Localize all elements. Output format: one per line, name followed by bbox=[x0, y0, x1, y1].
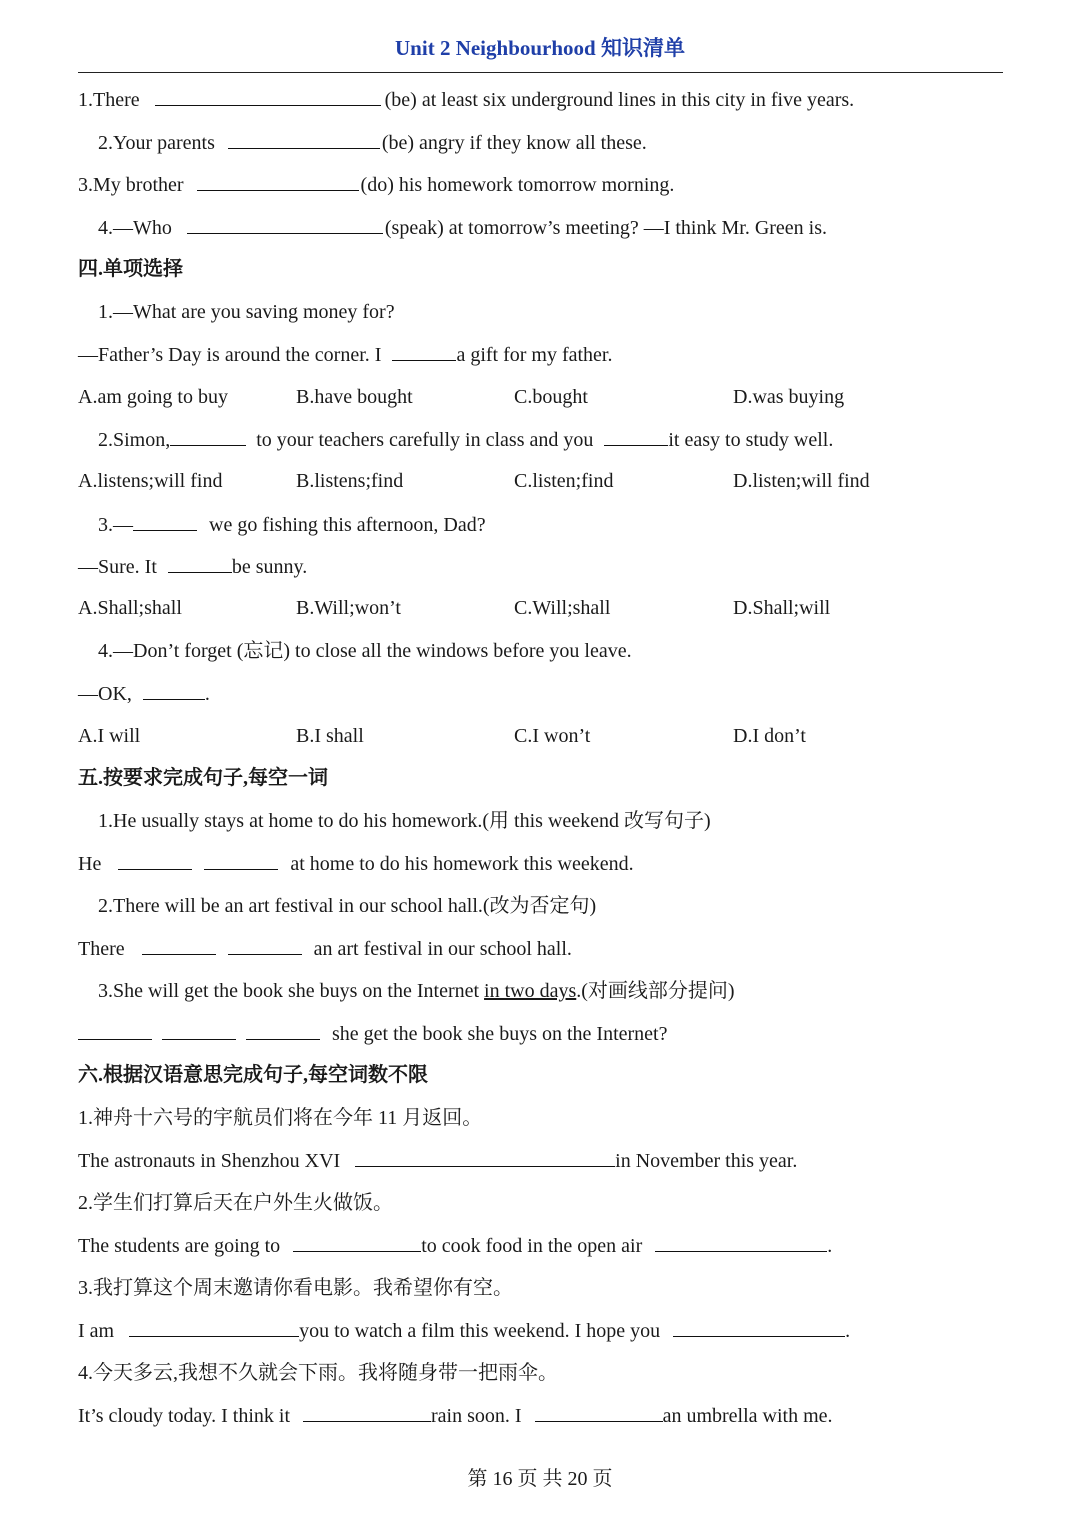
s6-q2-text-c: . bbox=[827, 1235, 833, 1257]
s5-q2-text-b: an art festival in our school hall. bbox=[313, 938, 572, 960]
s4-q1-text-b: a gift for my father. bbox=[456, 344, 613, 366]
s5-q3-blank-3[interactable] bbox=[246, 1021, 320, 1040]
s5-q1-text-b: at home to do his homework this weekend. bbox=[290, 853, 634, 875]
s6-q4-text-b: rain soon. I bbox=[431, 1405, 522, 1427]
s4-q4-text-a: —OK, bbox=[78, 683, 132, 705]
s4-q3-line2 bbox=[78, 554, 307, 579]
s6-q1-blank[interactable] bbox=[355, 1148, 615, 1167]
s6-q4-answer bbox=[78, 1403, 833, 1428]
page-number-footer: 第 16 页 共 20 页 bbox=[467, 1468, 613, 1490]
s6-q3-chinese: 3.我打算这个周末邀请你看电影。我希望你有空。 bbox=[78, 1277, 513, 1299]
s6-q1-text-b: in November this year. bbox=[615, 1150, 798, 1172]
s3-q3-text-a: 3.My brother bbox=[78, 174, 184, 196]
s4-q2-text-a: 2.Simon, bbox=[98, 429, 171, 451]
s5-q1-text-a: He bbox=[78, 853, 102, 875]
s4-q1-stem: 1.—What are you saving money for? bbox=[98, 301, 395, 323]
s6-q2-text-b: to cook food in the open air bbox=[421, 1235, 643, 1257]
s3-q4-text-a: 4.—Who bbox=[98, 217, 172, 239]
s3-q1-text-a: 1.There bbox=[78, 89, 140, 111]
s5-q3-answer bbox=[78, 1021, 667, 1046]
s4-q4-stem: 4.—Don’t forget (忘记) to close all the windows before you leave. bbox=[98, 640, 632, 662]
s4-q3-text-d: be sunny. bbox=[231, 556, 308, 578]
s4-q2-option-a[interactable]: A.listens;will find bbox=[78, 470, 223, 492]
s3-q2 bbox=[98, 130, 647, 155]
s4-q2-text-c: it easy to study well. bbox=[668, 429, 834, 451]
s6-q3-text-a: I am bbox=[78, 1320, 115, 1342]
s4-q1-text-a: —Father’s Day is around the corner. I bbox=[78, 344, 382, 366]
s5-q3-stem bbox=[98, 979, 735, 1003]
s4-q3-text-b: we go fishing this afternoon, Dad? bbox=[209, 514, 486, 536]
s5-q2-answer bbox=[78, 936, 572, 961]
s5-q3-text-b: .(对画线部分提问) bbox=[576, 980, 735, 1002]
s3-q2-text-b: (be) angry if they know all these. bbox=[381, 132, 647, 154]
s5-q2-text-a: There bbox=[78, 938, 125, 960]
s4-q1-option-a[interactable]: A.am going to buy bbox=[78, 386, 228, 408]
s4-q2-blank-2[interactable] bbox=[604, 427, 668, 446]
s3-q1 bbox=[78, 87, 854, 112]
s6-q2-blank-1[interactable] bbox=[293, 1233, 421, 1252]
s6-q4-chinese: 4.今天多云,我想不久就会下雨。我将随身带一把雨伞。 bbox=[78, 1362, 558, 1384]
s5-q1-answer bbox=[78, 851, 634, 876]
s4-q3-blank-2[interactable] bbox=[168, 554, 232, 573]
s3-q4-blank[interactable] bbox=[187, 215, 383, 234]
s4-q4-line2 bbox=[78, 681, 210, 706]
s4-q3-option-c[interactable]: C.Will;shall bbox=[514, 597, 611, 619]
s4-q1-line2 bbox=[78, 342, 613, 367]
section-5-title: 五.按要求完成句子,每空一词 bbox=[78, 767, 328, 789]
s4-q4-option-b[interactable]: B.I shall bbox=[296, 725, 364, 747]
s4-q2-option-b[interactable]: B.listens;find bbox=[296, 470, 404, 492]
s4-q1-option-b[interactable]: B.have bought bbox=[296, 386, 413, 408]
s5-q3-text-a: 3.She will get the book she buys on the Internet bbox=[98, 980, 485, 1002]
s5-q2-blank-2[interactable] bbox=[228, 936, 302, 955]
s4-q2-text-b: to your teachers carefully in class and you bbox=[256, 429, 594, 451]
s6-q2-blank-2[interactable] bbox=[655, 1233, 827, 1252]
s4-q4-text-b: . bbox=[204, 683, 210, 705]
s6-q4-blank-2[interactable] bbox=[535, 1403, 663, 1422]
s5-q3-underlined-text: in two days bbox=[484, 980, 577, 1002]
s3-q4 bbox=[98, 215, 827, 240]
s3-q3 bbox=[78, 172, 674, 197]
s4-q4-blank[interactable] bbox=[143, 681, 205, 700]
s6-q3-answer bbox=[78, 1318, 850, 1343]
s5-q1-blank-1[interactable] bbox=[118, 851, 192, 870]
s6-q3-text-b: you to watch a film this weekend. I hope you bbox=[299, 1320, 661, 1342]
s4-q3-option-b[interactable]: B.Will;won’t bbox=[296, 597, 401, 619]
s6-q4-text-c: an umbrella with me. bbox=[662, 1405, 833, 1427]
s6-q1-chinese: 1.神舟十六号的宇航员们将在今年 11 月返回。 bbox=[78, 1107, 483, 1129]
s6-q3-text-c: . bbox=[845, 1320, 851, 1342]
header-divider bbox=[78, 72, 1003, 73]
s6-q2-chinese: 2.学生们打算后天在户外生火做饭。 bbox=[78, 1192, 393, 1214]
page-header-title: Unit 2 Neighbourhood 知识清单 bbox=[395, 36, 685, 60]
s4-q3-option-a[interactable]: A.Shall;shall bbox=[78, 597, 182, 619]
s4-q4-option-c[interactable]: C.I won’t bbox=[514, 725, 591, 747]
s5-q2-stem: 2.There will be an art festival in our school hall.(改为否定句) bbox=[98, 895, 597, 917]
s5-q3-blank-1[interactable] bbox=[78, 1021, 152, 1040]
s5-q1-stem: 1.He usually stays at home to do his homework.(用 this weekend 改写句子) bbox=[98, 810, 711, 832]
s4-q2-option-c[interactable]: C.listen;find bbox=[514, 470, 614, 492]
s4-q3-text-c: —Sure. It bbox=[78, 556, 157, 578]
s5-q3-blank-2[interactable] bbox=[162, 1021, 236, 1040]
section-6-title: 六.根据汉语意思完成句子,每空词数不限 bbox=[78, 1064, 428, 1086]
s6-q4-blank-1[interactable] bbox=[303, 1403, 431, 1422]
s4-q2-stem bbox=[98, 427, 833, 452]
s4-q4-option-d[interactable]: D.I don’t bbox=[733, 725, 806, 747]
section-4-title: 四.单项选择 bbox=[78, 258, 183, 280]
s5-q3-text-c: she get the book she buys on the Internet? bbox=[332, 1023, 668, 1045]
s3-q1-text-b: (be) at least six underground lines in this city in five years. bbox=[384, 89, 855, 111]
s4-q3-text-a: 3.— bbox=[98, 514, 133, 536]
s3-q2-text-a: 2.Your parents bbox=[98, 132, 215, 154]
s4-q3-blank-1[interactable] bbox=[133, 512, 197, 531]
s3-q3-blank[interactable] bbox=[197, 172, 359, 191]
s6-q3-blank-1[interactable] bbox=[129, 1318, 299, 1337]
s6-q2-text-a: The students are going to bbox=[78, 1235, 281, 1257]
s5-q1-blank-2[interactable] bbox=[204, 851, 278, 870]
s4-q3-option-d[interactable]: D.Shall;will bbox=[733, 597, 831, 619]
s5-q2-blank-1[interactable] bbox=[142, 936, 216, 955]
s6-q1-answer bbox=[78, 1148, 797, 1173]
s6-q2-answer bbox=[78, 1233, 832, 1258]
s3-q1-blank[interactable] bbox=[155, 87, 381, 106]
s4-q1-option-d[interactable]: D.was buying bbox=[733, 386, 845, 408]
s3-q4-text-b: (speak) at tomorrow’s meeting? —I think Mr. Green is. bbox=[384, 217, 828, 239]
s6-q1-text-a: The astronauts in Shenzhou XVI bbox=[78, 1150, 341, 1172]
s4-q3-stem bbox=[98, 512, 486, 537]
s6-q3-blank-2[interactable] bbox=[673, 1318, 845, 1337]
s4-q1-blank[interactable] bbox=[392, 342, 456, 361]
s3-q2-blank[interactable] bbox=[228, 130, 380, 149]
s4-q2-option-d[interactable]: D.listen;will find bbox=[733, 470, 870, 492]
s4-q1-option-c[interactable]: C.bought bbox=[514, 386, 588, 408]
s6-q4-text-a: It’s cloudy today. I think it bbox=[78, 1405, 291, 1427]
s3-q3-text-b: (do) his homework tomorrow morning. bbox=[360, 174, 675, 196]
s4-q2-blank-1[interactable] bbox=[170, 427, 246, 446]
s4-q4-option-a[interactable]: A.I will bbox=[78, 725, 141, 747]
